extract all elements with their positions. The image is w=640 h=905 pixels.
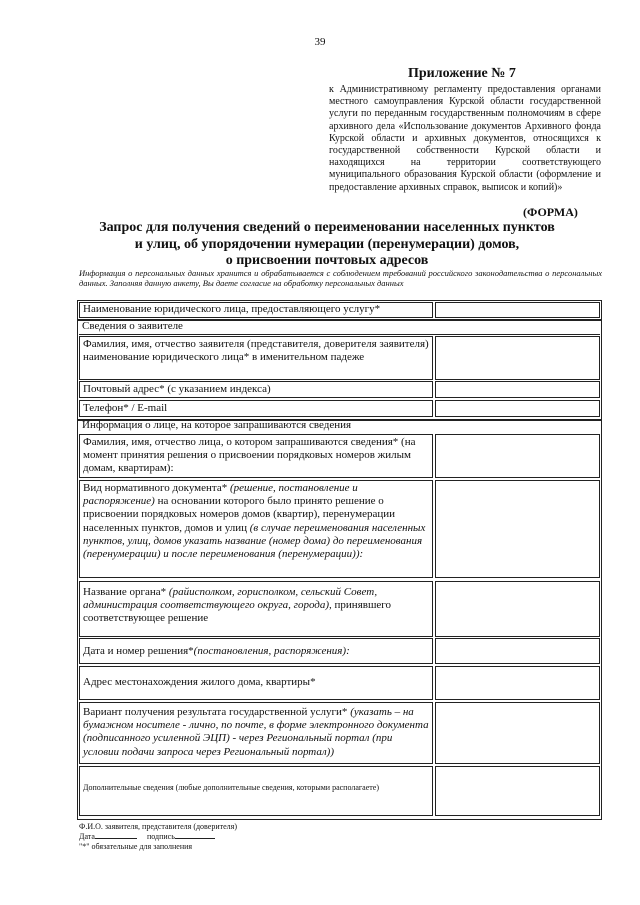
organ-field[interactable]	[435, 581, 600, 637]
phone-label: Телефон* / E-mail	[79, 400, 433, 417]
date-blank[interactable]	[95, 838, 137, 839]
decision-field[interactable]	[435, 638, 600, 664]
organ-label	[79, 581, 433, 637]
organ-text-c: принявшего соответствующее решение	[83, 599, 392, 625]
doc-type-text-d: (в случае переименования населенных пунктов, улиц, домов указать название (номер дома) до переименования (перенумерации) и после переименования (перенумерации)):	[83, 521, 426, 561]
person-name-field[interactable]	[435, 434, 600, 478]
postal-address-label: Почтовый адрес* (с указанием индекса)	[79, 381, 433, 398]
postal-address-field[interactable]	[435, 381, 600, 398]
phone-field[interactable]	[435, 400, 600, 417]
result-option-label	[79, 702, 433, 764]
footer-required-note: "*" обязательные для заполнения	[79, 842, 193, 851]
page-number: 39	[314, 36, 326, 48]
decision-label	[79, 638, 433, 664]
doc-type-text-b: (решение, постановление и распоряжение)	[83, 482, 358, 508]
title-line-2: и улиц, об упорядочении нумерации (перенумерации) домов,	[134, 236, 520, 252]
legal-entity-label: Наименование юридического лица, предоставляющего услугу*	[79, 302, 433, 318]
signature-blank[interactable]	[175, 838, 215, 839]
title-line-3: о присвоении почтовых адресов	[225, 253, 429, 268]
applicant-name-field[interactable]	[435, 336, 600, 380]
additional-info-field[interactable]	[435, 766, 600, 816]
doc-type-label	[79, 480, 433, 578]
doc-type-text-a: Вид нормативного документа*	[83, 482, 230, 494]
decision-text-a: Дата и номер решения*	[83, 645, 194, 657]
applicant-section-header: Сведения о заявителе	[79, 320, 600, 335]
footer-date-signature	[79, 832, 215, 842]
privacy-note: Информация о персональных данных хранится и обрабатывается с соблюдением требований российского законодательства о персональных данных. Заполняя данную анкету, Вы даете согласие на обработку персональных данных	[79, 268, 602, 288]
person-section-header: Информация о лице, на которое запрашиваются сведения	[82, 419, 352, 431]
decision-text-b: (постановления, распоряжения):	[193, 645, 350, 657]
result-text-a: Вариант получения результата государственной услуги*	[83, 706, 351, 718]
footer-fio: Ф.И.О. заявителя, представителя (доверителя)	[79, 822, 237, 831]
document-title	[92, 220, 562, 270]
house-address-label: Адрес местонахождения жилого дома, квартиры*	[79, 666, 433, 700]
doc-type-field[interactable]	[435, 480, 600, 578]
result-text-b: (указать – на бумажном носителе - лично, по почте, в форме электронного документа (подписанного усиленной ЭЦП) - через Региональный портал (при условии подачи запроса через Региональный портал))	[83, 706, 429, 758]
applicant-name-label: Фамилия, имя, отчество заявителя (представителя, доверителя заявителя) наименование юридического лица* в именительном падеже	[79, 336, 433, 380]
house-address-field[interactable]	[435, 666, 600, 700]
appendix-title: Приложение № 7	[408, 66, 516, 81]
forma-label: (ФОРМА)	[523, 205, 578, 219]
footer-date-label: Дата	[79, 832, 95, 841]
title-line-1: Запрос для получения сведений о переименовании населенных пунктов	[99, 220, 555, 235]
doc-type-text-c: на основании которого было принято решение о присвоении порядковых номеров домов (квартир), перенумерации населенных пунктов, домов и улиц	[83, 495, 396, 534]
person-name-label: Фамилия, имя, отчество лица, о котором запрашиваются сведения* (на момент принятия решения о присвоении порядковых номеров жилым домам, квартирам):	[79, 434, 433, 478]
footer-signature-label: подпись	[146, 832, 175, 841]
additional-info-label: Дополнительные сведения (любые дополнительные сведения, которыми располагаете)	[79, 766, 433, 816]
organ-text-a: Название органа*	[83, 586, 169, 598]
legal-entity-field[interactable]	[435, 302, 600, 318]
appendix-text: к Административному регламенту предоставления органами местного самоуправления Курской области государственной услуги по переданным государственным полномочиям в сфере архивного дела «Использование документов Архивного фонда Курской области и архивных документов, относящихся к государственной собственности Курской области и находящихся на территории соответствующего муниципального образования Курской области (оформление и предоставление архивных справок, выписок и копий)»	[329, 84, 601, 193]
result-option-field[interactable]	[435, 702, 600, 764]
organ-text-b: (райисполком, горисполком, сельский Совет, администрация соответствующего округа, города),	[83, 586, 378, 612]
